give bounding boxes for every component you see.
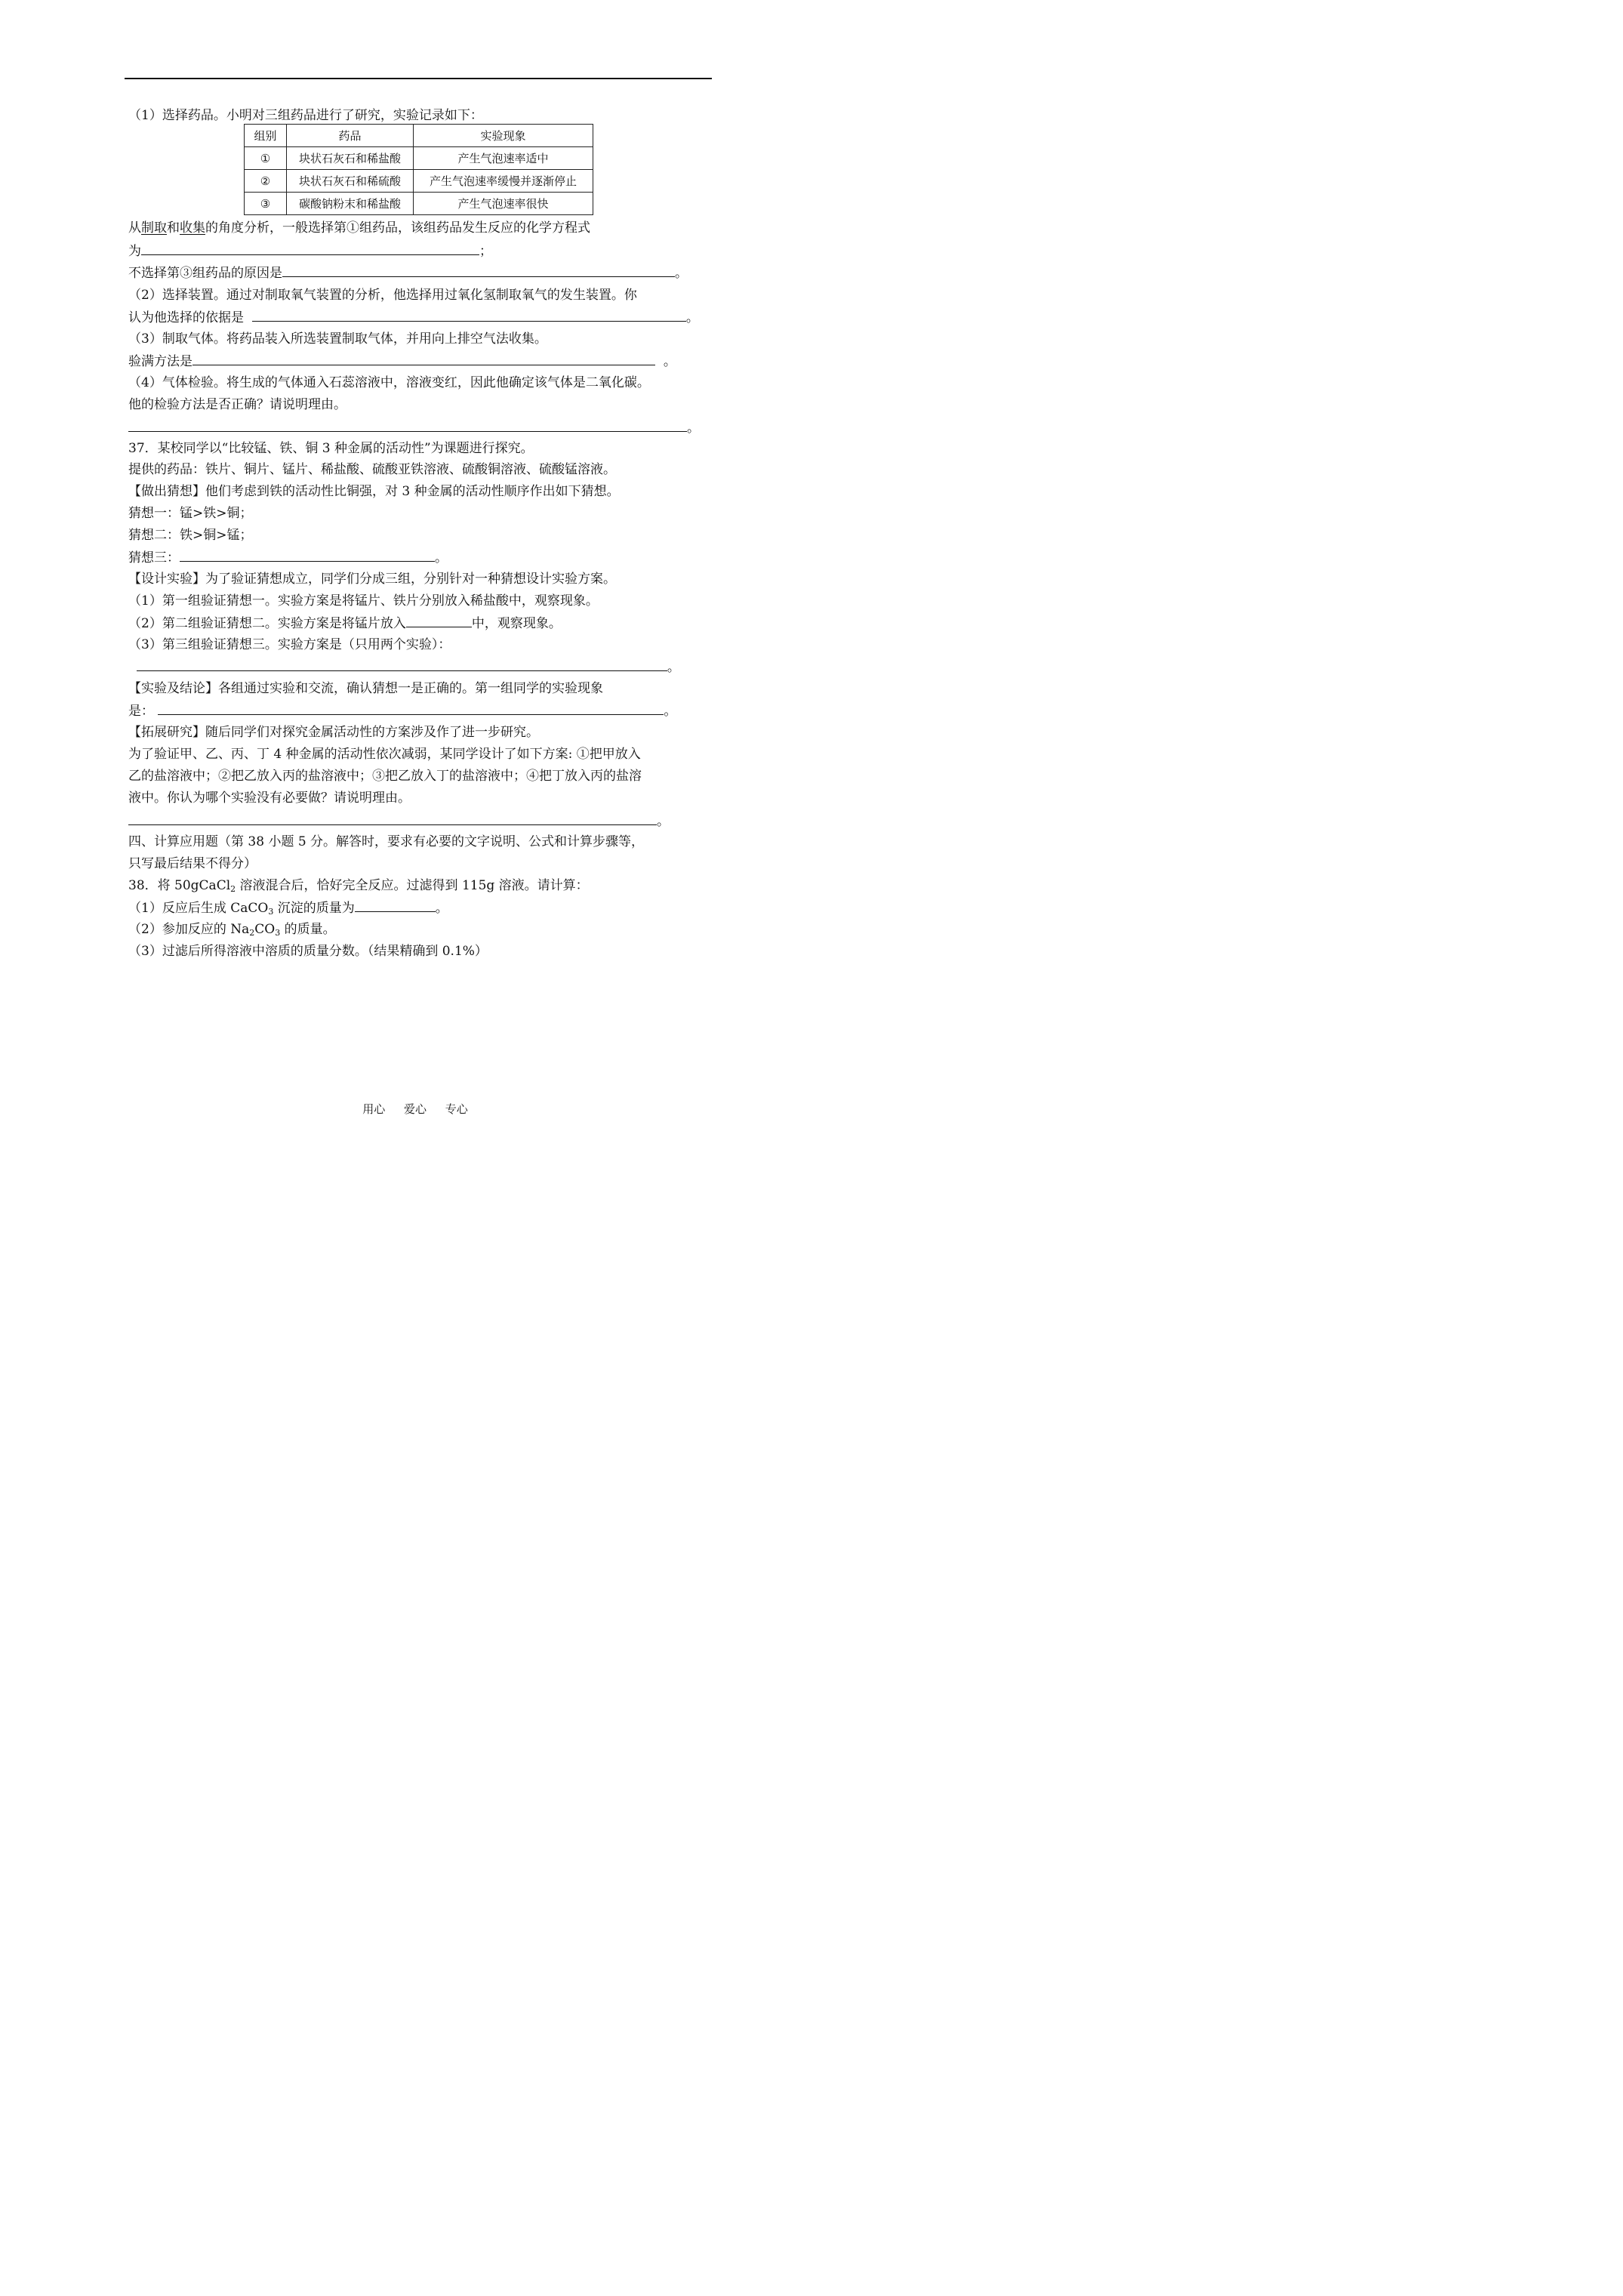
header-rule — [125, 78, 712, 79]
table-cell: 产生气泡速率很快 — [414, 193, 593, 215]
q37-extend-intro: 【拓展研究】随后同学们对探究金属活动性的方案涉及作了进一步研究。 — [128, 725, 539, 740]
section4-line2: 只写最后结果不得分） — [128, 856, 257, 871]
q38-stem: 38．将 50gCaCl$_2$ 溶液混合后，恰好完全反应。过滤得到 115g 溶液。请计算： — [128, 878, 589, 894]
table-cell: 产生气泡速率适中 — [414, 147, 593, 170]
answer-blank-solution[interactable] — [406, 615, 472, 627]
q37-conclusion-line1: 【实验及结论】各组通过实验和交流，确认猜想一是正确的。第一组同学的实验现象 — [128, 681, 603, 696]
q37-extend-answer: 。 — [128, 813, 670, 829]
table-row — [245, 170, 593, 193]
q37-reagents: 提供的药品：铁片、铜片、锰片、稀盐酸、硫酸亚铁溶液、硫酸铜溶液、硫酸锰溶液。 — [128, 462, 616, 477]
footer-word: 爱心 — [403, 1102, 427, 1116]
q37-extend-line3: 液中。你认为哪个实验没有必要做？请说明理由。 — [128, 791, 411, 806]
table-cell: 产生气泡速率缓慢并逐渐停止 — [414, 170, 593, 193]
q38-part2: （2）参加反应的 $Na_2CO_3$ 的质量。 — [128, 922, 336, 938]
table-header-cell: 实验现象 — [414, 125, 593, 147]
answer-blank-full-check[interactable] — [192, 353, 655, 365]
answer-blank-test[interactable] — [128, 420, 687, 432]
answer-blank-hypothesis[interactable] — [180, 550, 435, 562]
q36-reason-line: 不选择第③组药品的原因是 。 — [128, 266, 688, 281]
answer-blank-equation[interactable] — [141, 243, 479, 255]
footer-word: 用心 — [362, 1102, 386, 1116]
q37-hypothesis-2: 猜想二：铁>铜>锰； — [128, 528, 253, 543]
q36-equation-line: 为 ； — [128, 244, 492, 259]
q37-extend-line1: 为了验证甲、乙、丙、丁 4 种金属的活动性依次减弱，某同学设计了如下方案: ①把甲放入 — [128, 747, 641, 762]
q36-step4-line1: （4）气体检验。将生成的气体通入石蕊溶液中，溶液变红，因此他确定该气体是二氧化碳。 — [128, 375, 650, 390]
q36-step4-line2: 他的检验方法是否正确？请说明理由。 — [128, 397, 346, 412]
answer-blank-unnecessary[interactable] — [128, 813, 657, 825]
table-cell: ③ — [245, 193, 287, 215]
q37-conclusion-line2: 是： 。 — [128, 704, 677, 719]
table-header-row — [245, 125, 593, 147]
underlined-term: 收集 — [180, 220, 205, 236]
table-cell: 碳酸钠粉末和稀盐酸 — [287, 193, 414, 215]
underlined-term: 制取 — [141, 220, 167, 236]
q37-design-3-answer: 。 — [128, 659, 680, 675]
q36-step3-line1: （3）制取气体。将药品装入所选装置制取气体，并用向上排空气法收集。 — [128, 331, 547, 347]
page-footer — [0, 1101, 830, 1117]
answer-blank-basis[interactable] — [252, 310, 686, 322]
reagent-table — [244, 124, 593, 215]
q36-step1-intro: （1）选择药品。小明对三组药品进行了研究，实验记录如下： — [128, 108, 483, 123]
q37-design-1: （1）第一组验证猜想一。实验方案是将锰片、铁片分别放入稀盐酸中，观察现象。 — [128, 593, 599, 609]
q37-hypothesis-intro: 【做出猜想】他们考虑到铁的活动性比铜强，对 3 种金属的活动性顺序作出如下猜想。 — [128, 484, 620, 499]
answer-blank-phenomenon[interactable] — [158, 703, 664, 715]
q37-design-3: （3）第三组验证猜想三。实验方案是（只用两个实验）： — [128, 637, 451, 652]
table-header-cell: 组别 — [245, 125, 287, 147]
q36-step2-line1: （2）选择装置。通过对制取氧气装置的分析，他选择用过氧化氢制取氧气的发生装置。你 — [128, 288, 637, 303]
q37-title: 37．某校同学以“比较锰、铁、铜 3 种金属的活动性”为课题进行探究。 — [128, 441, 534, 456]
q36-analysis-line: 从制取和收集的角度分析，一般选择第①组药品，该组药品发生反应的化学方程式 — [128, 220, 590, 236]
answer-blank-reason[interactable] — [282, 265, 675, 277]
table-cell: 块状石灰石和稀盐酸 — [287, 147, 414, 170]
q38-part3: （3）过滤后所得溶液中溶质的质量分数。（结果精确到 0.1%） — [128, 944, 488, 959]
table-header-cell: 药品 — [287, 125, 414, 147]
q36-step3-line2: 验满方法是 。 — [128, 354, 676, 369]
table-cell: ① — [245, 147, 287, 170]
answer-blank-plan[interactable] — [137, 659, 667, 671]
q36-step4-answer: 。 — [128, 420, 700, 436]
table-cell: ② — [245, 170, 287, 193]
table-cell: 块状石灰石和稀硫酸 — [287, 170, 414, 193]
q37-hypothesis-3: 猜想三： 。 — [128, 550, 448, 566]
answer-blank-mass[interactable] — [355, 900, 436, 912]
q36-step2-line2: 认为他选择的依据是 。 — [128, 310, 699, 325]
footer-word: 专心 — [445, 1102, 468, 1116]
q37-extend-line2: 乙的盐溶液中；②把乙放入丙的盐溶液中；③把乙放入丁的盐溶液中；④把丁放入丙的盐溶 — [128, 769, 642, 784]
q37-design-2: （2）第二组验证猜想二。实验方案是将锰片放入 中，观察现象。 — [128, 616, 562, 631]
table-row — [245, 193, 593, 215]
section4-line1: 四、计算应用题（第 38 小题 5 分。解答时，要求有必要的文字说明、公式和计算步骤等， — [128, 834, 645, 849]
q38-part1: （1）反应后生成 CaCO$_3$ 沉淀的质量为 。 — [128, 901, 448, 917]
q37-design-intro: 【设计实验】为了验证猜想成立，同学们分成三组，分别针对一种猜想设计实验方案。 — [128, 572, 616, 587]
q37-hypothesis-1: 猜想一：锰>铁>铜； — [128, 506, 253, 521]
table-row — [245, 147, 593, 170]
